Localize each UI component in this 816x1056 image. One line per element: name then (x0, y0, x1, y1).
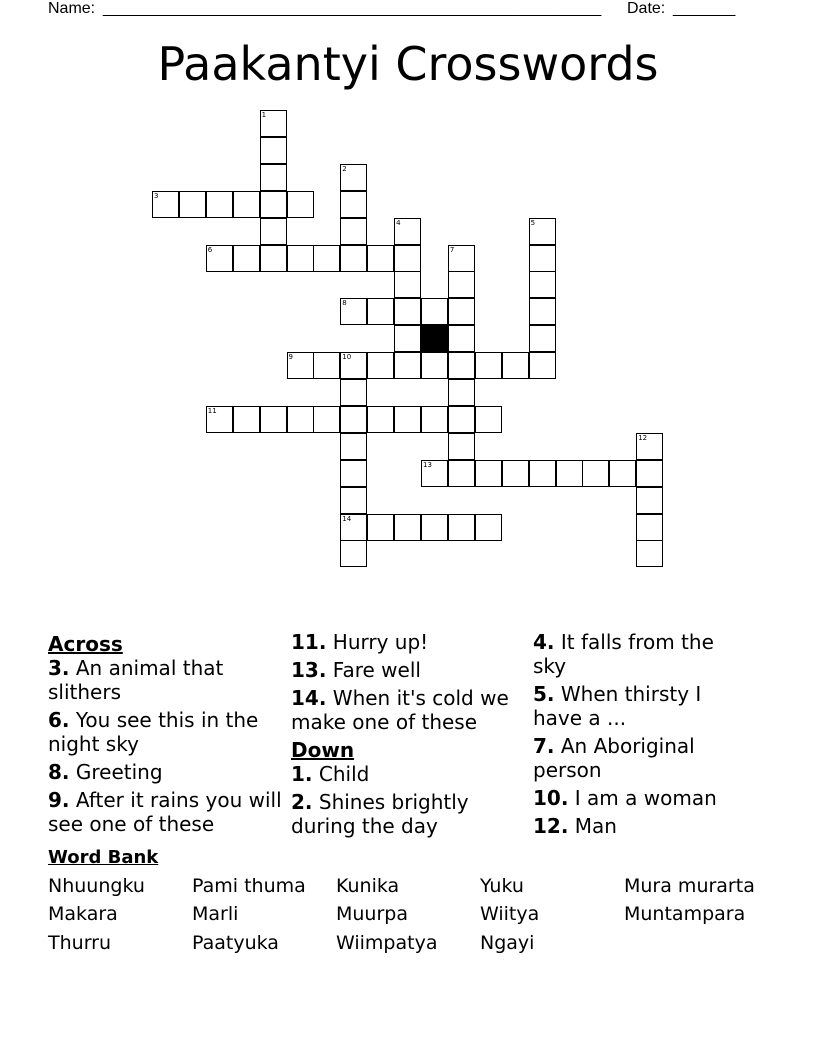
word-bank-item: Kunika (336, 875, 400, 897)
grid-cell[interactable] (394, 325, 421, 352)
clue-number: 1 (261, 111, 267, 119)
word-bank-item: Ngayi (480, 932, 535, 954)
clue-number: 5 (530, 218, 536, 227)
word-bank-item: Wiimpatya (336, 932, 438, 954)
clue-across-6: 6. You see this in the night sky (48, 708, 259, 756)
word-bank-item: Muntampara (624, 903, 746, 925)
clue-number: 8 (342, 299, 347, 308)
clues-column-1 (48, 630, 288, 840)
grid-cell[interactable] (367, 298, 394, 325)
word-bank-item: Pami thuma (192, 875, 306, 897)
grid-cell[interactable] (636, 487, 663, 514)
grid-cell[interactable] (340, 298, 367, 325)
clue-number: 4 (396, 218, 401, 227)
grid-cell[interactable] (448, 460, 475, 487)
clue-down-10: 10. I am a woman (533, 786, 717, 810)
grid-cell[interactable] (448, 352, 475, 379)
word-bank-item: Mura murarta (624, 875, 755, 897)
grid-cell[interactable] (502, 460, 529, 487)
grid-cell[interactable] (367, 514, 394, 541)
date-label: Date: (627, 0, 666, 17)
clue-across-13: 13. Fare well (291, 658, 421, 682)
clue-down-7: 7. An Aboriginal person (533, 734, 695, 782)
word-bank-item: Marli (192, 903, 239, 925)
grid-cell[interactable] (260, 137, 287, 164)
grid-cell[interactable] (421, 460, 448, 487)
grid-cell[interactable] (448, 406, 475, 433)
word-bank-item: Muurpa (336, 903, 408, 925)
grid-cell[interactable] (367, 352, 394, 379)
grid-cell[interactable] (475, 406, 502, 433)
grid-cell[interactable] (529, 325, 556, 352)
grid-cell[interactable] (340, 433, 367, 460)
grid-cell[interactable] (529, 271, 556, 298)
grid-cell[interactable] (394, 218, 421, 245)
grid-cell[interactable] (206, 245, 233, 272)
grid-cell[interactable] (260, 164, 287, 191)
grid-cell[interactable] (340, 487, 367, 514)
clue-across-9: 9. After it rains you will see one of these (48, 788, 282, 836)
grid-cell[interactable] (260, 406, 287, 433)
grid-cell[interactable] (340, 406, 367, 433)
date-field[interactable]: _______ (673, 0, 736, 17)
word-bank-item: Nhuungku (48, 875, 145, 897)
grid-cell[interactable] (340, 514, 367, 541)
grid-cell[interactable] (260, 245, 287, 272)
grid-cell[interactable] (448, 325, 475, 352)
grid-cell[interactable] (475, 460, 502, 487)
black-cell (421, 325, 448, 352)
grid-cell[interactable] (636, 433, 663, 460)
clue-down-4: 4. It falls from the sky (533, 630, 714, 678)
grid-cell[interactable] (394, 514, 421, 541)
grid-cell[interactable] (206, 406, 233, 433)
clue-number: 14 (342, 514, 352, 523)
grid-cell[interactable] (421, 298, 448, 325)
grid-cell[interactable] (394, 406, 421, 433)
grid-cell[interactable] (529, 460, 556, 487)
grid-cell[interactable] (260, 218, 287, 245)
grid-cell[interactable] (636, 460, 663, 487)
grid-cell[interactable] (340, 218, 367, 245)
grid-cell[interactable] (529, 218, 556, 245)
clue-number: 7 (449, 245, 455, 254)
grid-cell[interactable] (233, 245, 260, 272)
grid-cell[interactable] (340, 245, 367, 272)
grid-cell[interactable] (340, 191, 367, 218)
grid-cell[interactable] (260, 110, 287, 137)
grid-cell[interactable] (421, 406, 448, 433)
grid-cell[interactable] (313, 352, 340, 379)
grid-cell[interactable] (636, 514, 663, 541)
clues-column-3 (533, 630, 748, 842)
grid-cell[interactable] (394, 245, 421, 272)
clue-down-12: 12. Man (533, 814, 617, 838)
grid-cell[interactable] (448, 298, 475, 325)
clue-number: 12 (638, 433, 648, 442)
grid-cell[interactable] (367, 245, 394, 272)
grid-cell[interactable] (636, 540, 663, 567)
across-heading: Across (48, 632, 123, 656)
clue-number: 11 (207, 406, 217, 415)
grid-cell[interactable] (287, 191, 314, 218)
down-heading: Down (291, 738, 355, 762)
clue-down-5: 5. When thirsty I have a ... (533, 682, 702, 730)
clue-across-11: 11. Hurry up! (291, 630, 429, 654)
grid-cell[interactable] (152, 191, 179, 218)
grid-cell[interactable] (448, 271, 475, 298)
clue-number: 6 (207, 245, 213, 254)
word-bank-item: Yuku (480, 875, 524, 897)
word-bank-title: Word Bank (48, 847, 159, 868)
grid-cell[interactable] (475, 352, 502, 379)
grid-cell[interactable] (233, 406, 260, 433)
grid-cell[interactable] (529, 352, 556, 379)
grid-cell[interactable] (394, 352, 421, 379)
name-label: Name: (48, 0, 96, 17)
grid-cell[interactable] (287, 406, 314, 433)
grid-cell[interactable] (421, 514, 448, 541)
grid-cell[interactable] (475, 514, 502, 541)
clue-number: 2 (342, 164, 347, 173)
grid-cell[interactable] (421, 352, 448, 379)
grid-cell[interactable] (313, 406, 340, 433)
grid-cell[interactable] (179, 191, 206, 218)
grid-cell[interactable] (529, 298, 556, 325)
grid-cell[interactable] (260, 191, 287, 218)
word-bank-item: Wiitya (480, 903, 540, 925)
grid-cell[interactable] (340, 460, 367, 487)
clue-across-14: 14. When it's cold we make one of these (291, 686, 509, 734)
grid-cell[interactable] (287, 352, 314, 379)
grid-cell[interactable] (313, 245, 340, 272)
word-bank-item: Thurru (48, 932, 112, 954)
grid-cell[interactable] (394, 298, 421, 325)
grid-cell[interactable] (609, 460, 636, 487)
grid-cell[interactable] (502, 352, 529, 379)
clue-number: 10 (342, 353, 352, 362)
clue-number: 3 (154, 191, 159, 200)
grid-cell[interactable] (340, 164, 367, 191)
grid-cell[interactable] (206, 191, 233, 218)
grid-cell[interactable] (340, 379, 367, 406)
grid-cell[interactable] (448, 245, 475, 272)
grid-cell[interactable] (340, 540, 367, 567)
grid-cell[interactable] (287, 245, 314, 272)
clue-down-1: 1. Child (291, 762, 370, 786)
clue-across-8: 8. Greeting (48, 760, 163, 784)
grid-cell[interactable] (394, 271, 421, 298)
grid-cell[interactable] (233, 191, 260, 218)
grid-cell[interactable] (340, 352, 367, 379)
grid-cell[interactable] (582, 460, 609, 487)
clue-down-2: 2. Shines brightly during the day (291, 790, 469, 838)
word-bank-item: Makara (48, 903, 118, 925)
page-title: Paakantyi Crosswords (157, 37, 659, 91)
grid-cell[interactable] (448, 433, 475, 460)
clue-across-3: 3. An animal that slithers (48, 656, 224, 704)
name-field[interactable]: ________________________________________________________ (103, 0, 602, 17)
grid-cell[interactable] (556, 460, 583, 487)
clue-number: 13 (423, 460, 432, 469)
grid-cell[interactable] (367, 406, 394, 433)
grid-cell[interactable] (529, 245, 556, 272)
clue-number: 9 (288, 353, 293, 362)
grid-cell[interactable] (448, 379, 475, 406)
word-bank-item: Paatyuka (192, 932, 279, 954)
grid-cell[interactable] (448, 514, 475, 541)
clues-column-2 (291, 630, 521, 842)
